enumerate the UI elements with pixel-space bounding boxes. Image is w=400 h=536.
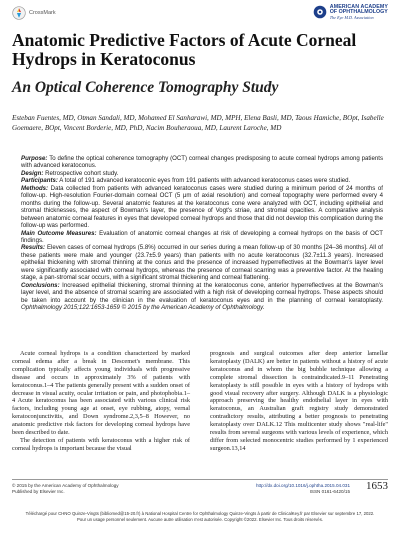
methods-text: Data collected from patients with advanced keratoconus cases were studied during a minimum period of 24 months of follow-up. High-resolution Fourier-domain corneal OCT (5 μm of axial resolution) and corneal topography were performed every 4 months during the follow-up. Several anatomic features at the keratoconus cone were analyzed with OCT, including epithelial and stromal thicknesses, the aspect of Bowman's layer, the presence of Vogt's striae, and stromal opacities. A comparative analysis between anatomic corneal features in eyes that developed corneal hydrops and those that did not develop this complication during the follow-up was performed. bbox=[21, 184, 383, 230]
abstract-design bbox=[21, 170, 383, 177]
results-text: Eleven cases of corneal hydrops (5.8%) occurred in our series during a mean follow-up of 30 months [24–36 months]. All of these patients were male and younger (23.7±5.9 years) than patients with no acute keratoconus (32.7±11.3 years). Increased epithelial thickening with stromal thinning at the conus and the presence of increased hyperreflectives at the Bowman's layer level were significantly associated with corneal hydrops, whereas the presence of corneal scarring was a preventive factor. At the healing stage, a pan-stromal scar occurs, with a significant stromal thickening and corneal flattening. bbox=[21, 244, 383, 282]
body-paragraph: Acute corneal hydrops is a condition characterized by marked corneal edema after a break in Descemet's membrane. This complication typically affects young individuals with progressive disease and occurs in approximately 3% of patients with keratoconus.1–4 The patients generally present with a sudden onset of decrease in visual acuity, ocular irritation or pain, and photophobia.1–4 Acute keratoconus has been associated with various clinical risk factors, including young age at onset, eye rubbing, atopy, vernal keratoconjunctivitis, and Down syndrome.2,3,5–8 However, no anatomic predictive risk factors for developing corneal hydrops have been described to date. bbox=[12, 350, 190, 437]
footer-left bbox=[12, 483, 119, 495]
society-name-line1: AMERICAN ACADEMY bbox=[329, 4, 388, 10]
footer-divider bbox=[12, 479, 388, 480]
society-tagline: The Eye M.D. Association bbox=[329, 14, 374, 20]
participants-label: Participants: bbox=[21, 177, 58, 185]
citation-text: Ophthalmology 2015;122:1653-1659 © 2015 by the American Academy of Ophthalmology. bbox=[21, 304, 265, 312]
body-paragraph: prognosis and surgical outcomes after deep anterior lamellar keratoplasty (DALK) are better in patients without a history of acute keratoconus and in whom the big bubble technique allowing a complete stromal dissection is contraindicated.9–11 Penetrating keratoplasty is still possible in eyes with a history of hydrops with good visual recovery after surgery. Although DALK is a physiologic approach preserving the healthy endothelial layer in eyes with keratoconus, an Australian graft registry study demonstrated contradictory results, attributing a better prognosis to penetrating keratoplasty over DALK.12 This multicenter study shows "real-life" results from several surgeons with various levels of experience, which differ from selected monocentric studies performed by 1 experienced surgeon.13,14 bbox=[210, 350, 388, 452]
doi-link[interactable]: http://dx.doi.org/10.1016/j.ophtha.2015.04.031 bbox=[256, 483, 350, 488]
body-column-right bbox=[210, 350, 388, 453]
participants-text: A total of 191 advanced keratoconic eyes from 191 patients with advanced keratoconus cases were studied. bbox=[59, 177, 351, 185]
academy-seal-icon bbox=[313, 5, 327, 19]
abstract-outcome bbox=[21, 230, 383, 245]
body-paragraph: The detection of patients with keratoconus with a higher risk of corneal hydrops is important because the visual bbox=[12, 436, 190, 452]
abstract-purpose bbox=[21, 155, 383, 170]
abstract-methods bbox=[21, 185, 383, 230]
copyright-text: © 2015 by the American Academy of Ophthalmology bbox=[12, 483, 119, 488]
crossmark-badge[interactable] bbox=[12, 6, 56, 20]
publisher-text: Published by Elsevier Inc. bbox=[12, 489, 65, 494]
crossmark-icon bbox=[12, 6, 26, 20]
article-subtitle: An Optical Coherence Tomography Study bbox=[12, 79, 279, 96]
issn-text: ISSN 0161-6420/15 bbox=[309, 489, 350, 494]
methods-label: Methods: bbox=[21, 184, 49, 192]
page-header bbox=[12, 6, 388, 22]
outcome-label: Main Outcome Measures: bbox=[21, 229, 97, 237]
society-name-line2: OF OPHTHALMOLOGY bbox=[329, 9, 388, 16]
download-notice: Téléchargé pour CHNO Quinze-Vingts (bibliomed@15-20.fr) à National Hospital Centre for Ophthalmology Quinze-Vingts à partir de ClinicalKey.fr par Elsevier sur septembre 17, 2022. Pour un usage personnel seulement. Aucune autre utilisation n'est autorisée. Copyright ©2022. Elsevier Inc. Tous droits réservés. bbox=[25, 511, 375, 522]
design-text: Retrospective cohort study. bbox=[45, 169, 119, 177]
design-label: Design: bbox=[21, 169, 44, 177]
society-logo bbox=[313, 5, 388, 20]
abstract bbox=[21, 155, 383, 312]
abstract-conclusions bbox=[21, 282, 383, 312]
crossmark-label: CrossMark bbox=[29, 10, 56, 16]
purpose-text: To define the optical coherence tomography (OCT) corneal changes predisposing to acute corneal hydrops among patients with advanced keratoconus. bbox=[21, 155, 383, 170]
outcome-text: Evaluation of anatomic corneal changes at risk of developing a corneal hydrops on the basis of OCT findings. bbox=[21, 229, 383, 244]
page-number: 1653 bbox=[366, 480, 388, 492]
footer-right bbox=[210, 483, 350, 495]
body-column-left bbox=[12, 350, 190, 453]
abstract-participants bbox=[21, 177, 383, 184]
conclusions-label: Conclusions: bbox=[21, 281, 60, 289]
conclusions-text: Increased epithelial thickening, stromal thinning at the keratoconus cone, anterior hyperreflectives at the Bowman's layer level, and the absence of stromal scarring are associated with a high risk of developing corneal hydrops. These aspects should be taken into account by the clinician in the evaluation of keratoconus eyes and in the planning of corneal keratoplasty. bbox=[21, 281, 383, 304]
purpose-label: Purpose: bbox=[21, 155, 48, 162]
author-list: Esteban Fuentes, MD, Otman Sandali, MD, Mohamed El Sanharawi, MD, MPH, Elena Basli, MD, Taous Hamiche, BOpt, Isabelle Goemaere, BOpt, Vincent Borderie, MD, PhD, Nacim Bouheraoua, MD, Laurent Laroche, MD bbox=[12, 114, 384, 133]
article-title: Anatomic Predictive Factors of Acute Corneal Hydrops in Keratoconus bbox=[12, 30, 357, 69]
results-label: Results: bbox=[21, 244, 46, 252]
abstract-results bbox=[21, 244, 383, 281]
